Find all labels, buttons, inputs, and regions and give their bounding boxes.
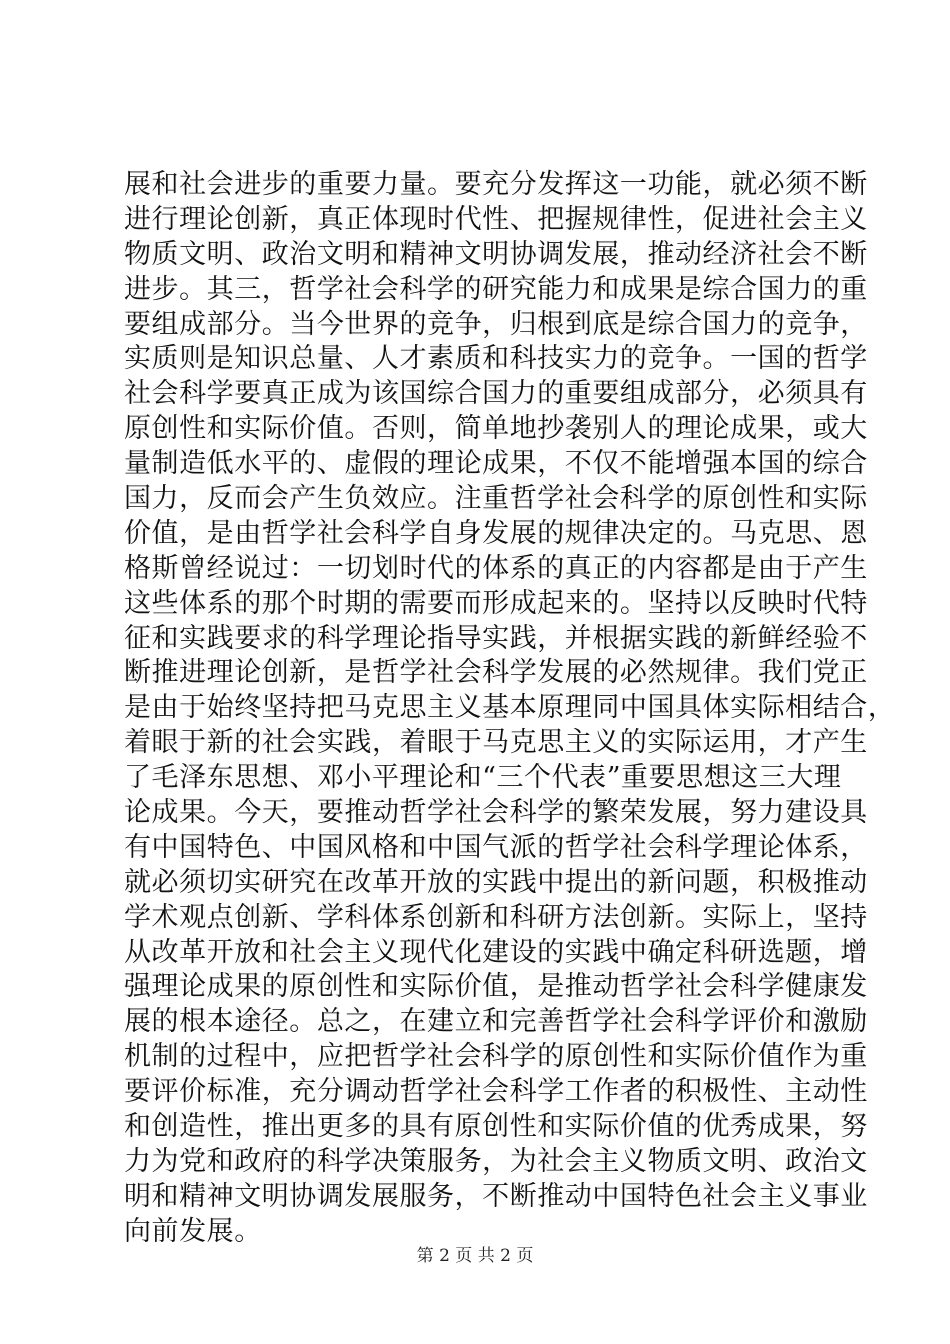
text-line: 和创造性，推出更多的具有原创性和实际价值的优秀成果，努 xyxy=(124,1111,868,1143)
text-line: 了毛泽东思想、邓小平理论和“三个代表”重要思想这三大理 xyxy=(124,762,842,794)
text-line: 价值，是由哲学社会科学自身发展的规律决定的。马克思、恩 xyxy=(124,517,868,549)
text-line: 进行理论创新，真正体现时代性、把握规律性，促进社会主义 xyxy=(124,203,868,235)
body-text xyxy=(124,168,896,1250)
text-line: 就必须切实研究在改革开放的实践中提出的新问题，积极推动 xyxy=(124,866,868,898)
text-line: 断推进理论创新，是哲学社会科学发展的必然规律。我们党正 xyxy=(124,657,868,689)
text-line: 着眼于新的社会实践，着眼于马克思主义的实际运用，才产生 xyxy=(124,727,868,759)
text-line: 格斯曾经说过：一切划时代的体系的真正的内容都是由于产生 xyxy=(124,552,868,584)
text-line: 物质文明、政治文明和精神文明协调发展，推动经济社会不断 xyxy=(124,238,868,270)
text-line: 原创性和实际价值。否则，简单地抄袭别人的理论成果，或大 xyxy=(124,413,868,445)
text-line: 展的根本途径。总之，在建立和完善哲学社会科学评价和激励 xyxy=(124,1006,868,1038)
text-line: 社会科学要真正成为该国综合国力的重要组成部分，必须具有 xyxy=(124,378,868,410)
text-line: 从改革开放和社会主义现代化建设的实践中确定科研选题，增 xyxy=(124,936,868,968)
text-line: 论成果。今天，要推动哲学社会科学的繁荣发展，努力建设具 xyxy=(124,797,868,829)
text-line: 这些体系的那个时期的需要而形成起来的。坚持以反映时代特 xyxy=(124,587,868,619)
page-number-footer: 第 2 页 共 2 页 xyxy=(416,1246,534,1266)
text-line: 量制造低水平的、虚假的理论成果，不仅不能增强本国的综合 xyxy=(124,448,868,480)
text-line: 进步。其三，哲学社会科学的研究能力和成果是综合国力的重 xyxy=(124,273,868,305)
text-line: 是由于始终坚持把马克思主义基本原理同中国具体实际相结合， xyxy=(124,692,896,724)
text-line: 力为党和政府的科学决策服务，为社会主义物质文明、政治文 xyxy=(124,1145,868,1177)
text-line: 要评价标准，充分调动哲学社会科学工作者的积极性、主动性 xyxy=(124,1076,868,1108)
text-line: 强理论成果的原创性和实际价值，是推动哲学社会科学健康发 xyxy=(124,971,868,1003)
text-line: 明和精神文明协调发展服务，不断推动中国特色社会主义事业 xyxy=(124,1180,868,1212)
text-line: 征和实践要求的科学理论指导实践，并根据实践的新鲜经验不 xyxy=(124,622,868,654)
text-line: 机制的过程中，应把哲学社会科学的原创性和实际价值作为重 xyxy=(124,1041,868,1073)
text-line: 展和社会进步的重要力量。要充分发挥这一功能，就必须不断 xyxy=(124,169,868,200)
text-line: 向前发展。 xyxy=(124,1215,262,1247)
text-line: 实质则是知识总量、人才素质和科技实力的竞争。一国的哲学 xyxy=(124,343,868,375)
text-line: 有中国特色、中国风格和中国气派的哲学社会科学理论体系， xyxy=(124,831,868,863)
text-line: 国力，反而会产生负效应。注重哲学社会科学的原创性和实际 xyxy=(124,483,868,515)
text-line: 要组成部分。当今世界的竞争，归根到底是综合国力的竞争， xyxy=(124,308,868,340)
text-line: 学术观点创新、学科体系创新和科研方法创新。实际上，坚持 xyxy=(124,901,868,933)
